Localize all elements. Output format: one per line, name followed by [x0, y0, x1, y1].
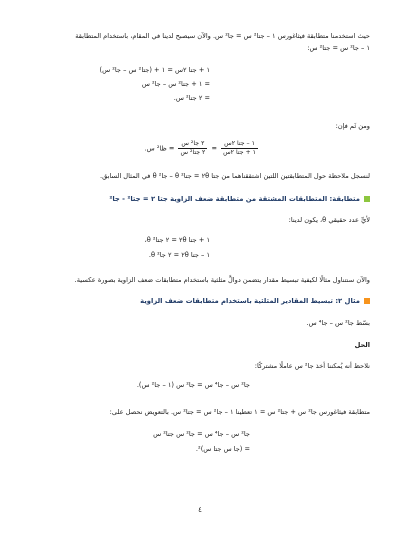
definition-intro: لأيِّ عدد حقيقي θ، يكون لدينا:: [288, 216, 370, 224]
example-heading: [30, 297, 370, 306]
fraction-right-denominator: ٢ جتا² س: [180, 149, 206, 156]
definition-heading-text: متطابقة: المتطابقات المشتقة من متطابقة ضعف الزاوية جتا ٢ = جتا² - جا²: [109, 195, 360, 203]
example-marker-icon: [364, 298, 370, 304]
example-task: بسّط جا² س – جا⁴ س.: [306, 319, 370, 327]
fraction-result: = ظا² س.: [144, 144, 175, 153]
fraction-right-numerator: ٢ جا² س: [178, 140, 207, 149]
fraction-left-numerator: ١ – جتا ٢س: [221, 140, 258, 149]
solution-equation-3: = (جا س جتا س)².: [195, 445, 250, 453]
equation-line-2: = ١ + جتا² س – جا² س: [141, 80, 210, 88]
solution-line-1: نلاحظ أنه يُمكننا أخذ جا² س عاملًا مشتركًا:: [254, 362, 370, 370]
solution-equation-2: جا² س – جا⁴ س = جا² س جتا² س: [153, 430, 250, 438]
solution-heading: الحل: [354, 341, 370, 349]
example-heading-text: مثال ٢: تبسيط المقادير المثلثية باستخدام متطابقات ضعف الزاوية: [140, 297, 360, 305]
definition-heading: [30, 195, 370, 204]
solution-equation-1: جا² س – جا⁴ س = جا² س (١ – جا² س).: [136, 381, 250, 389]
fraction-right: [178, 140, 207, 157]
transition-line: والآن سنتناول مثالًا لكيفية تبسيط مقدار يتضمن دوالَّ مثلثية باستخدام متطابقات ضعف الزاوية بصورة عكسية.: [74, 276, 370, 284]
equation-line-1: ١ + جتا ٢س = ١ + (جتا² س – جا² س): [99, 66, 210, 74]
fraction-left: [221, 140, 258, 157]
fraction-equation: [145, 140, 260, 157]
equation-line-3: = ٢ جتا² س.: [173, 94, 210, 102]
definition-equation-2: ١ – جتا ٢θ = ٢ جا² θ.: [148, 251, 210, 259]
intro-line-1: حيث استخدمنا متطابقة فيثاغورس ١ – جتا² س = جا² س. والآن سيصبح لدينا في المقام، باستخدام المتطابقة: [75, 32, 370, 40]
fraction-left-denominator: ١ + جتا ٢س: [223, 149, 256, 156]
definition-marker-icon: [364, 196, 370, 202]
note-line: لنسجل ملاحظة حول المتطابقتين اللتين اشتققناهما من جتا ٢θ = جتا² θ – جا² θ في المثال السابق.: [100, 172, 370, 180]
fraction-equals: =: [211, 144, 217, 153]
page-number: ٤: [198, 506, 202, 514]
solution-line-2: متطابقة فيثاغورس جا² س + جتا² س = ١ تعطينا ١ – جا² س = جتا² س. بالتعويض نحصل على:: [109, 408, 370, 416]
definition-equation-1: ١ + جتا ٢θ = ٢ جتا² θ،: [144, 236, 210, 244]
therefore-line: ومن ثَم فإن:: [335, 122, 370, 130]
intro-line-2: ١ – جا² س = جتا² س:: [307, 44, 370, 52]
